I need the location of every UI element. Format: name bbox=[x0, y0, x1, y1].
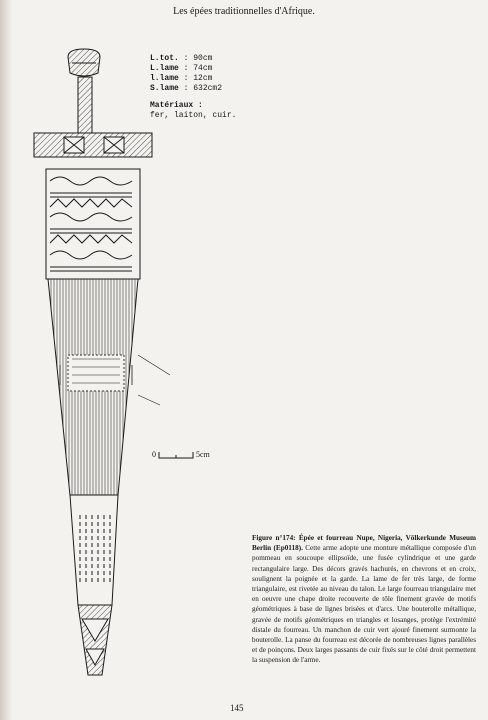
spec-row-blade-surface: S.lame : 632cm2 bbox=[150, 84, 223, 93]
spec-row-total-length: L.tot. : 90cm bbox=[150, 54, 213, 63]
materials-value: fer, laiton, cuir. bbox=[150, 111, 237, 120]
page-number: 145 bbox=[230, 703, 244, 713]
sword-drawing bbox=[20, 45, 180, 685]
figure-caption bbox=[252, 533, 476, 666]
spec-row-blade-length: L.lame : 74cm bbox=[150, 64, 213, 73]
scabbard-chape bbox=[46, 169, 140, 279]
scabbard-lower bbox=[70, 495, 118, 605]
running-head: Les épées traditionnelles d'Afrique. bbox=[173, 6, 315, 17]
scale-line bbox=[158, 451, 194, 459]
page-gutter-shadow bbox=[0, 0, 12, 720]
scale-bar bbox=[152, 450, 210, 459]
specifications bbox=[150, 54, 236, 121]
caption-body: Cette arme adopte une monture métallique composée d'un pommeau en soucoupe ellipsoïde, une fusée cylindrique et une garde rectangulaire large. Des décors gravés hachurés, en chevrons et en croix, soulignent la poignée et la garde. La lame de fer très large, de forme triangulaire, est rivetée au niveau du talon. Le large fourreau triangulaire met en oeuvre une chape droite recouverte de tôle finement gravée de motifs géométriques à base de lignes brisées et d'arcs. Une bouterolle métallique, gravée de motifs géométriques en triangles et losanges, protège l'extrémité distale du fourreau. Un manchon de cuir vert ajouré finement surmonte la bouterolle. La panse du fourreau est décorée de nombreuses lignes parallèles et de poinçons. Deux larges passants de cuir fixés sur le côté droit permettent la suspension de l'arme. bbox=[252, 544, 476, 665]
scale-zero: 0 bbox=[152, 450, 156, 459]
caption-title: Figure n°174: Épée et fourreau Nupe, Nigeria, Völkerkunde Museum Berlin (Ep0118). bbox=[252, 534, 476, 553]
guard bbox=[34, 133, 152, 157]
scale-label: 5cm bbox=[196, 450, 210, 459]
materials-title: Matériaux : bbox=[150, 101, 203, 110]
grip bbox=[78, 77, 92, 133]
spec-row-blade-width: l.lame : 12cm bbox=[150, 74, 213, 83]
